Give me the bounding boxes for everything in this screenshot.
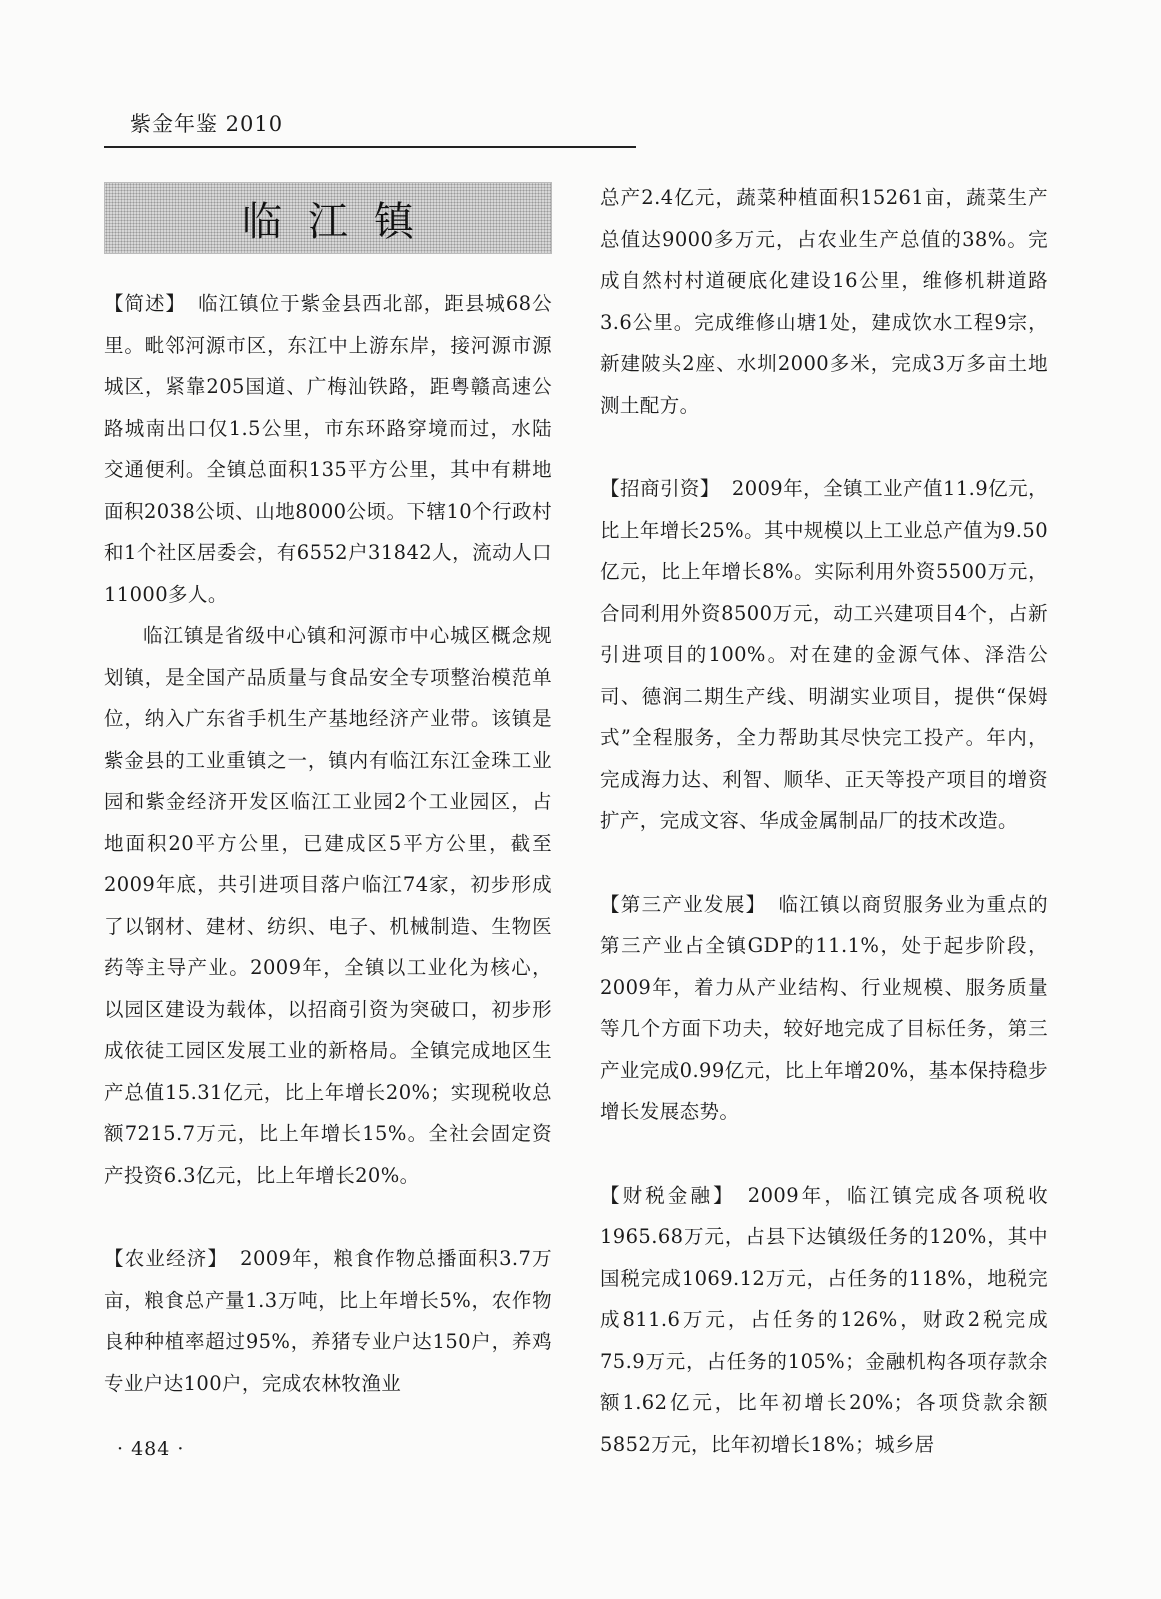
finance-paragraph — [600, 1175, 1048, 1466]
agriculture-label: 【农业经济】 — [104, 1247, 229, 1270]
right-column — [600, 177, 1048, 1465]
investment-label: 【招商引资】 — [600, 477, 720, 500]
finance-label: 【财税金融】 — [600, 1183, 736, 1207]
investment-text: 2009年，全镇工业产值11.9亿元，比上年增长25%。其中规模以上工业总产值为9.50亿元，比上年增长8%。实际利用外资5500万元，合同利用外资8500万元，动工兴建项目4个，占新引进项目的100%。对在建的金源气体、泽浩公司、德润二期生产线、明湖实业项目，提供“保姆式”全程服务，全力帮助其尽快完工投产。年内，完成海力达、利智、顺华、正天等投产项目的增资扩产，完成文容、华成金属制品厂的技术改造。 — [600, 477, 1048, 832]
agriculture-text-left: 2009年，粮食作物总播面积3.7万亩，粮食总产量1.3万吨，比上年增长5%，农作物良种种植率超过95%，养猪专业户达150户，养鸡专业户达100户，完成农林牧渔业 — [104, 1247, 552, 1395]
agriculture-text-right: 总产2.4亿元，蔬菜种植面积15261亩，蔬菜生产总值达9000多万元，占农业生产总值的38%。完成自然村村道硬底化建设16公里，维修机耕道路3.6公里。完成维修山塘1处，建成饮水工程9宗，新建陂头2座、水圳2000多米，完成3万多亩土地测土配方。 — [600, 186, 1048, 417]
agriculture-paragraph — [104, 1238, 552, 1404]
tertiary-text: 临江镇以商贸服务业为重点的第三产业占全镇GDP的11.1%，处于起步阶段，2009年，着力从产业结构、行业规模、服务质量等几个方面下功夫，较好地完成了目标任务，第三产业完成0.99亿元，比上年增20%，基本保持稳步增长发展态势。 — [600, 892, 1048, 1123]
left-column — [104, 283, 552, 1404]
agriculture-continuation — [600, 177, 1048, 426]
overview-text-1: 临江镇位于紫金县西北部，距县城68公里。毗邻河源市区，东江中上游东岸，接河源市源城区，紧靠205国道、广梅汕铁路，距粤赣高速公路城南出口仅1.5公里，市东环路穿境而过，水陆交通便利。全镇总面积135平方公里，其中有耕地面积2038公顷、山地8000公顷。下辖10个行政村和1个社区居委会，有6552户31842人，流动人口11000多人。 — [104, 292, 552, 606]
page-number: · 484 · — [117, 1438, 185, 1460]
running-header-title: 紫金年鉴 2010 — [130, 112, 284, 136]
overview-label: 【简述】 — [104, 292, 187, 315]
header-divider — [104, 146, 636, 148]
article-title-box — [104, 182, 552, 254]
tertiary-paragraph — [600, 884, 1048, 1133]
overview-text-2: 临江镇是省级中心镇和河源市中心城区概念规划镇，是全国产品质量与食品安全专项整治模范单位，纳入广东省手机生产基地经济产业带。该镇是紫金县的工业重镇之一，镇内有临江东江金珠工业园和紫金经济开发区临江工业园2个工业园区，占地面积20平方公里，已建成区5平方公里，截至2009年底，共引进项目落户临江74家，初步形成了以钢材、建材、纺织、电子、机械制造、生物医药等主导产业。2009年，全镇以工业化为核心，以园区建设为载体，以招商引资为突破口，初步形成依徒工园区发展工业的新格局。全镇完成地区生产总值15.31亿元，比上年增长20%；实现税收总额7215.7万元，比上年增长15%。全社会固定资产投资6.3亿元，比上年增长20%。 — [104, 624, 552, 1187]
overview-paragraph-2 — [104, 615, 552, 1196]
article-title: 临江镇 — [242, 198, 440, 245]
finance-text: 2009年，临江镇完成各项税收1965.68万元，占县下达镇级任务的120%，其中国税完成1069.12万元，占任务的118%，地税完成811.6万元，占任务的126%，财政2税完成75.9万元，占任务的105%；金融机构各项存款余额1.62亿元，比年初增长20%；各项贷款余额5852万元，比年初增长18%；城乡居 — [600, 1183, 1048, 1456]
tertiary-label: 【第三产业发展】 — [600, 892, 767, 916]
overview-paragraph-1 — [104, 283, 552, 615]
investment-paragraph — [600, 468, 1048, 842]
